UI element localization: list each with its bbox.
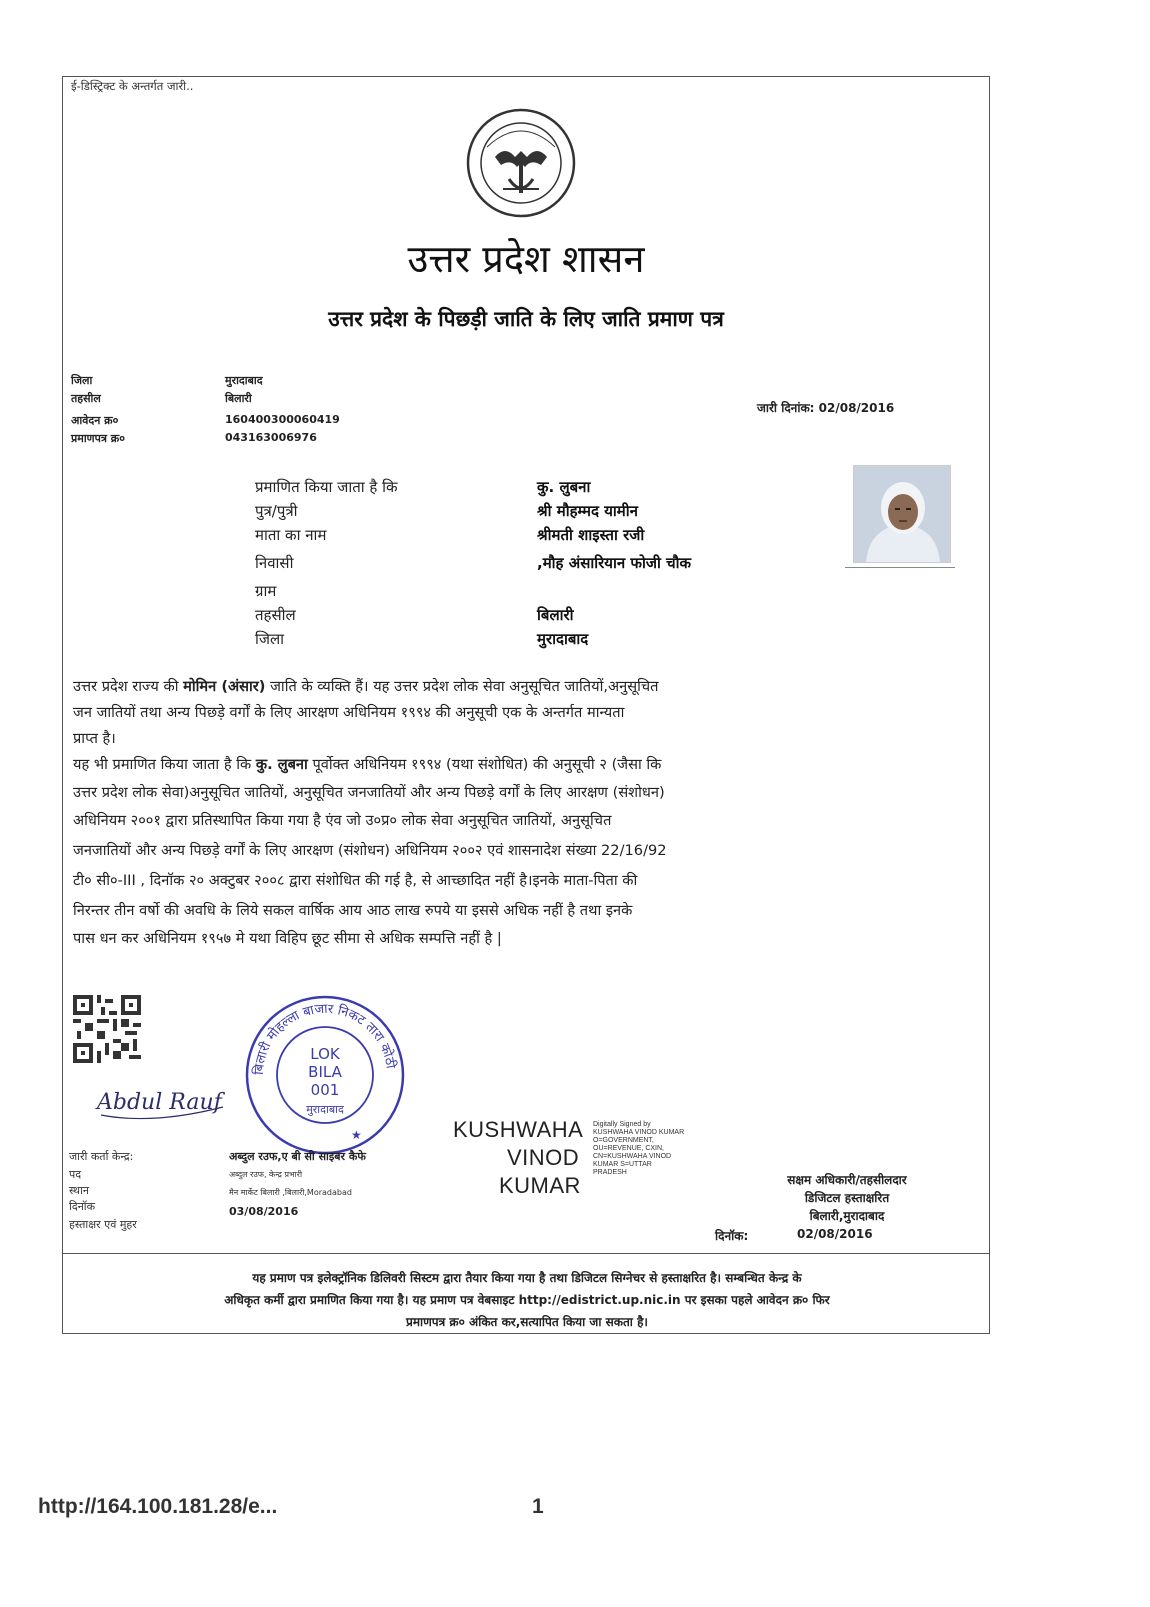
certified-name: कु. लुबना — [255, 756, 308, 773]
footer-divider — [63, 1253, 989, 1254]
ds-name-line-2: VINOD — [507, 1145, 580, 1170]
paragraph-certify-line-6: निरन्तर तीन वर्षो की अवधि के लिये सकल वार्षिक आय आठ लाख रुपये या इससे अधिक नहीं है तथा इनके — [73, 902, 633, 919]
certificate-title: उत्तर प्रदेश के पिछड़ी जाति के लिए जाति प्रमाण पत्र — [328, 307, 724, 331]
details-tehsil-value: बिलारी — [537, 606, 574, 624]
officer-date-value: 02/08/2016 — [797, 1227, 873, 1241]
qr-code — [73, 995, 141, 1063]
district-value: मुरादाबाद — [225, 374, 263, 387]
officer-digital-signed: डिजिटल हस्ताक्षरित — [804, 1191, 890, 1205]
application-number-value: 160400300060419 — [225, 413, 340, 426]
ds-details: Digitally Signed by KUSHWAHA VINOD KUMAR O=GOVERNMENT, OU=REVENUE, CXIN, CN=KUSHWAHA VINOD KUMAR S=UTTAR PRADESH — [593, 1121, 685, 1176]
footer-verification-note: यह प्रमाण पत्र इलेक्ट्रॉनिक डिलिवरी सिस्टम द्वारा तैयार किया गया है तथा डिजिटल सिग्नेचर से हस्ताक्षरित है। सम्बन्धित केन्द्र के अधिकृत कर्मी द्वारा प्रमाणित किया गया है। यह प्रमाण पत्र वेबसाइट http://edistrict.up.nic.in पर इसका पहले आवेदन क्र० फिर प्रमाणपत्र क्र० अंकित कर,सत्यापित किया जा सकता है। — [224, 1271, 830, 1329]
issuer-date-value: 03/08/2016 — [229, 1205, 299, 1218]
details-district-value: मुरादाबाद — [537, 630, 589, 648]
district-label: जिला — [71, 374, 93, 387]
issuer-center-value: अब्दुल रउफ,ए बी सी साइबर कैफे — [229, 1150, 366, 1163]
svg-text:BILA: BILA — [308, 1063, 342, 1081]
paragraph-certify-line-1: यह भी प्रमाणित किया जाता है कि कु. लुबना पूर्वोक्त अधिनियम १९९४ (यथा संशोधित) की अनुसूची २ (जैसा कि — [73, 756, 662, 773]
resident-label: निवासी — [255, 554, 294, 572]
ds-name-line-3: KUMAR — [499, 1173, 581, 1198]
details-tehsil-label: तहसील — [255, 606, 296, 624]
caste-name: मोमिन (अंसार) — [183, 678, 266, 695]
village-label: ग्राम — [255, 582, 277, 600]
svg-text:मुरादाबाद: मुरादाबाद — [306, 1103, 344, 1116]
officer-location: बिलारी,मुरादाबाद — [809, 1209, 885, 1223]
issuer-sign-label: हस्ताक्षर एवं मुहर — [69, 1218, 137, 1231]
ds-name-line-1: KUSHWAHA — [453, 1117, 584, 1142]
official-round-stamp — [243, 993, 407, 1157]
print-page-number: 1 — [532, 1495, 544, 1518]
mother-label: माता का नाम — [255, 526, 327, 544]
paragraph-certify-line-2: उत्तर प्रदेश लोक सेवा)अनुसूचित जातियों, अनुसूचित जनजातियों और अन्य पिछड़े वर्गों के लिए आरक्षण (संशोधन) — [73, 784, 665, 801]
issuer-place-label: स्थान — [69, 1184, 90, 1197]
paragraph-caste-line-2: जन जातियों तथा अन्य पिछड़े वर्गों के लिए आरक्षण अधिनियम १९९४ की अनुसूची एक के अन्तर्गत मान्यता — [73, 704, 625, 721]
certify-label: प्रमाणित किया जाता है कि — [255, 478, 398, 496]
issued-under-note: ई-डिस्ट्रिक्ट के अन्तर्गत जारी.. — [71, 79, 194, 93]
paragraph-certify-line-7: पास धन कर अधिनियम १९५७ मे यथा विहिप छूट सीमा से अधिक सम्पत्ति नहीं है | — [73, 930, 502, 947]
parent-label: पुत्र/पुत्री — [255, 502, 298, 520]
officer-designation: सक्षम अधिकारी/तहसीलदार — [787, 1173, 907, 1187]
svg-text:बिलारी मोहल्ला बाजार निकट तारा: बिलारी मोहल्ला बाजार निकट तारा कोठी — [251, 1001, 398, 1076]
issuer-date-label: दिनॉक — [69, 1200, 96, 1213]
paragraph-certify-line-3: अधिनियम २००१ द्वारा प्रतिस्थापित किया गया है एंव जो उ०प्र० लोक सेवा अनुसूचित जातियों, अनुसूचित — [73, 812, 612, 829]
holder-photo — [853, 465, 951, 563]
officer-date-label: दिनॉक: — [715, 1229, 749, 1243]
government-title: उत्तर प्रदेश शासन — [407, 237, 645, 281]
print-page-url: http://164.100.181.28/e... — [38, 1495, 278, 1518]
svg-text:★: ★ — [351, 1128, 362, 1142]
up-government-emblem — [465, 107, 577, 219]
svg-text:Abdul Rauf: Abdul Rauf — [97, 1090, 222, 1115]
svg-text:LOK: LOK — [310, 1045, 340, 1063]
certificate-number-label: प्रमाणपत्र क्र० — [71, 432, 125, 445]
svg-text:001: 001 — [310, 1081, 340, 1099]
issuer-post-label: पद — [69, 1168, 82, 1181]
paragraph-certify-line-5: टी० सी०-III , दिनॉक २० अक्टुबर २००८ द्वारा संशोधित की गई है, से आच्छादित नहीं है।इनके माता-पिता की — [73, 872, 638, 889]
issuer-place-value: मैन मार्केट बिलारी ,बिलारी,Moradabad — [229, 1188, 352, 1197]
resident-value: ,मौह अंसारियान फोजी चौक — [537, 554, 691, 572]
photo-underline — [845, 567, 955, 568]
tehsil-value: बिलारी — [225, 392, 252, 405]
mother-value: श्रीमती शाइस्ता रजी — [537, 526, 645, 544]
application-number-label: आवेदन क्र० — [71, 414, 119, 427]
paragraph-caste-line-1: उत्तर प्रदेश राज्य की मोमिन (अंसार) जाति के व्यक्ति हैं। यह उत्तर प्रदेश लोक सेवा अनुसूचित जातियों,अनुसूचित — [73, 678, 659, 695]
issue-date: जारी दिनांक: 02/08/2016 — [757, 401, 895, 415]
issuer-post-value: अब्दुल रउफ, केन्द्र प्रभारी — [229, 1170, 303, 1179]
certificate-document — [62, 76, 990, 1334]
certificate-number-value: 043163006976 — [225, 431, 317, 444]
issuer-center-label: जारी कर्ता केन्द्र: — [69, 1150, 134, 1163]
holder-name-value: कु. लुबना — [537, 478, 591, 496]
details-district-label: जिला — [255, 630, 285, 648]
tehsil-label: तहसील — [71, 392, 101, 405]
parent-value: श्री मौहम्मद यामीन — [537, 502, 638, 520]
handwritten-signature — [93, 1067, 233, 1127]
paragraph-certify-line-4: जनजातियों और अन्य पिछड़े वर्गों के लिए आरक्षण (संशोधन) अधिनियम २००२ एवं शासनादेश संख्या 22/16/92 — [73, 842, 667, 859]
digital-signature-block — [453, 1117, 743, 1207]
paragraph-caste-line-3: प्राप्त है। — [73, 730, 116, 747]
